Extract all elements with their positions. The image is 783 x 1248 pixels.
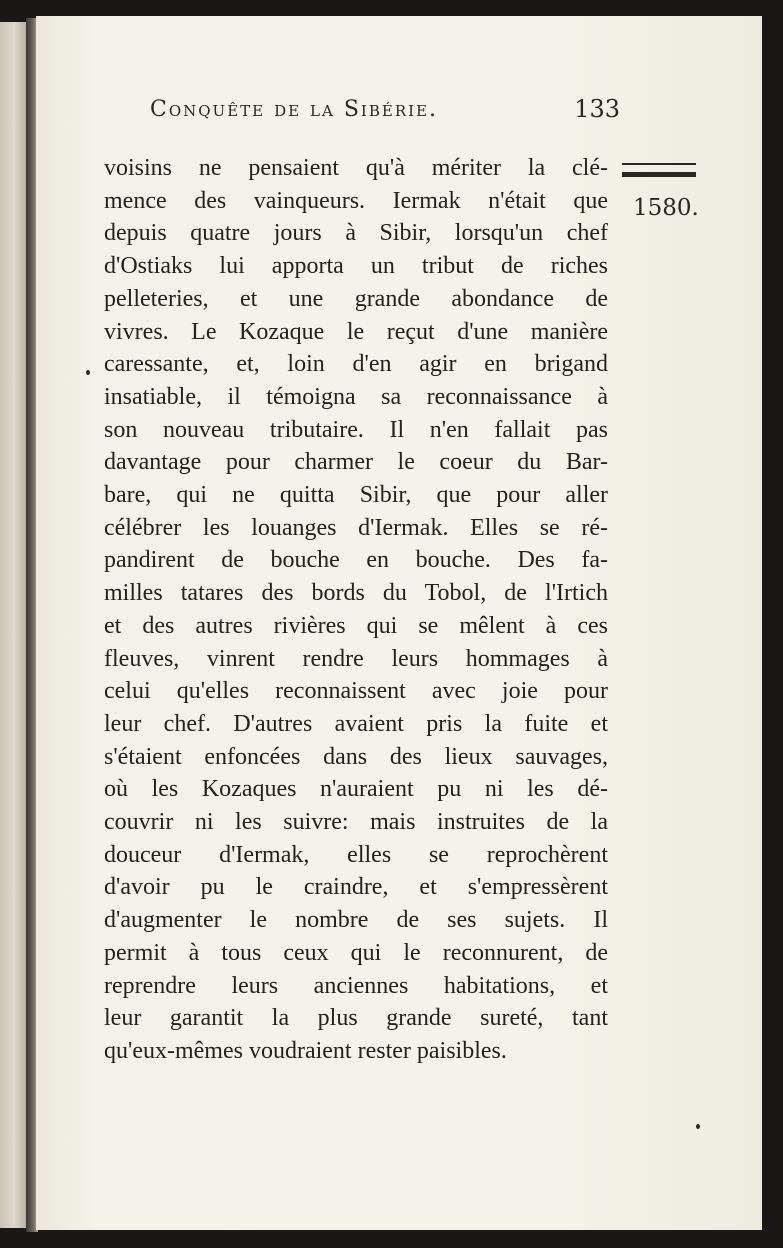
text-line: insatiable, il témoigna sa reconnaissance à [104, 383, 608, 410]
text-line: reprendre leurs anciennes habitations, et [104, 972, 608, 999]
text-line: vivres. Le Kozaque le reçut d'une manière [104, 318, 608, 345]
text-line: permit à tous ceux qui le reconnurent, de [104, 939, 608, 966]
text-line: pandirent de bouche en bouche. Des fa- [104, 547, 608, 574]
text-line: davantage pour charmer le coeur du Bar- [104, 449, 608, 476]
paper-speck [86, 370, 90, 375]
text-line: leur chef. D'autres avaient pris la fuite et [104, 710, 608, 737]
text-line: où les Kozaques n'auraient pu ni les dé- [104, 776, 608, 803]
text-line: celui qu'elles reconnaissent avec joie pour [104, 678, 608, 705]
text-line: couvrir ni les suivre: mais instruites de la [104, 809, 608, 836]
margin-rule-thick [622, 172, 696, 177]
text-line-last: qu'eux-mêmes voudraient rester paisibles. [104, 1037, 507, 1064]
text-line: caressante, et, loin d'en agir en brigand [104, 351, 608, 378]
text-line: milles tatares des bords du Tobol, de l'Irtich [104, 580, 608, 607]
body-paragraph [104, 152, 608, 1068]
running-title: Conquête de la Sibérie. [150, 97, 438, 122]
text-line: bare, qui ne quitta Sibir, que pour aller [104, 482, 608, 509]
text-line: douceur d'Iermak, elles se reprochèrent [104, 841, 608, 868]
facing-page-edge [0, 22, 26, 1228]
text-line: mence des vainqueurs. Iermak n'était que [104, 187, 608, 214]
page-number: 133 [574, 95, 620, 123]
text-line: pelleteries, et une grande abondance de [104, 285, 608, 312]
paper-speck [696, 1124, 700, 1129]
text-line: d'avoir pu le craindre, et s'empressèrent [104, 874, 608, 901]
text-line: leur garantit la plus grande sureté, tant [104, 1005, 608, 1032]
text-line: depuis quatre jours à Sibir, lorsqu'un chef [104, 220, 608, 247]
text-line: voisins ne pensaient qu'à mériter la clé- [104, 155, 608, 181]
text-line: son nouveau tributaire. Il n'en fallait pas [104, 416, 608, 443]
text-line: d'Ostiaks lui apporta un tribut de riches [104, 253, 608, 280]
text-line: et des autres rivières qui se mêlent à ces [104, 612, 608, 639]
margin-year: 1580. [633, 195, 699, 221]
page-header [150, 93, 620, 133]
margin-rule-thin [622, 163, 696, 165]
text-line: s'étaient enfoncées dans des lieux sauvages, [104, 743, 608, 770]
text-line: d'augmenter le nombre de ses sujets. Il [104, 907, 608, 934]
text-line: fleuves, vinrent rendre leurs hommages à [104, 645, 608, 672]
text-line: célébrer les louanges d'Iermak. Elles se ré- [104, 514, 608, 541]
